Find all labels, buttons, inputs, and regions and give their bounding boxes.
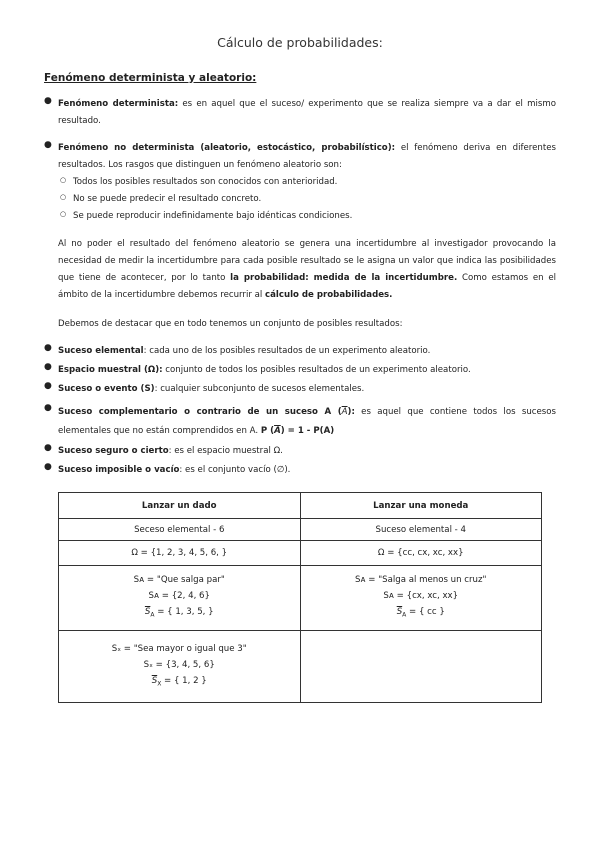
- cell-elemental-dado: Seceso elemental - 6: [59, 519, 301, 541]
- cell-empty: [300, 631, 542, 703]
- bullet-no-determinista: [58, 140, 556, 174]
- def-suceso-complementario: [58, 403, 556, 441]
- circle-bullet-icon: ○: [60, 193, 67, 201]
- complement-symbol: $\overline{S}$: [396, 607, 403, 618]
- circle-bullet-icon: ○: [60, 210, 67, 218]
- bullet-icon: ●: [44, 362, 52, 372]
- bullet-icon: ●: [44, 443, 52, 453]
- def-text: es aquel que contiene todos los sucesos elementales que no están comprendidos en A.: [58, 407, 556, 436]
- cell-suceso-mayor: [59, 631, 301, 703]
- bullet-icon: ●: [44, 403, 52, 413]
- def-term: Suceso imposible o vacío: [58, 465, 180, 475]
- cell-elemental-moneda: Suceso elemental - 4: [300, 519, 542, 541]
- def-text: conjunto de todos los posibles resultados de un experimento aleatorio.: [162, 365, 471, 375]
- sub-item: Se puede reproducir indefinidamente bajo idénticas condiciones.: [73, 211, 353, 221]
- cell-suceso-par: [59, 566, 301, 631]
- probability-table: [58, 492, 542, 703]
- cell-text: = { 1, 3, 5, }: [154, 607, 214, 618]
- def-text: : es el espacio muestral Ω.: [168, 446, 283, 456]
- para-text: Al no poder el resultado del fenómeno aleatorio se genera una incertidumbre al investigador provocando la necesidad de medir la incertidumbre para cada posible resultado se le asigna un valor que indica las posibilidades que tiene de acontecer, por lo tanto: [58, 239, 556, 283]
- cell-line: Sᴀ = "Que salga par": [133, 575, 225, 586]
- bullet-icon: ●: [44, 343, 52, 353]
- def-suceso-imposible: [58, 462, 556, 479]
- cell-text: = { cc }: [406, 607, 445, 618]
- cell-line: [59, 673, 300, 693]
- complement-symbol: $\overline{S}$: [144, 607, 151, 618]
- header-moneda: Lanzar una moneda: [300, 493, 542, 519]
- formula-symbol: $\overline{A}$: [274, 426, 281, 436]
- paragraph-resultados: Debemos de destacar que en todo tenemos un conjunto de posibles resultados:: [58, 319, 403, 329]
- sub-item: No se puede predecir el resultado concreto.: [73, 194, 262, 204]
- cell-espacio-dado: Ω = {1, 2, 3, 4, 5, 6, }: [59, 541, 301, 566]
- section-heading: Fenómeno determinista y aleatorio:: [44, 72, 257, 84]
- page-title: Cálculo de probabilidades:: [217, 35, 383, 50]
- cell-line: Sᴀ = "Salga al menos un cruz": [355, 575, 487, 586]
- bullet-icon: ●: [44, 96, 52, 106]
- cell-text: = { 1, 2 }: [161, 675, 207, 686]
- bullet-icon: ●: [44, 140, 52, 150]
- cell-line: [301, 604, 542, 624]
- bullet-determinista: [58, 96, 556, 130]
- bullet-term: Fenómeno determinista:: [58, 99, 179, 109]
- para-bold: cálculo de probabilidades.: [265, 290, 393, 300]
- para-bold: la probabilidad: medida de la incertidumbre.: [230, 273, 458, 283]
- formula-pre: P (: [260, 426, 275, 436]
- def-text: : cada uno de los posibles resultados de un experimento aleatorio.: [143, 346, 431, 356]
- formula-post: ) = 1 - P(A): [280, 426, 335, 436]
- bullet-text: es en aquel que el suceso/ experimento que se realiza siempre va a dar el mismo resultado.: [58, 99, 556, 126]
- bullet-icon: ●: [44, 462, 52, 472]
- def-term: Suceso elemental: [58, 346, 144, 356]
- def-term: Suceso o evento (S): [58, 384, 155, 394]
- header-dado: Lanzar un dado: [59, 493, 301, 519]
- sub-item: Todos los posibles resultados son conocidos con anterioridad.: [73, 177, 338, 187]
- bullet-icon: ●: [44, 381, 52, 391]
- def-term: Suceso complementario o contrario de un suceso A (: [58, 407, 342, 417]
- cell-line: Sᴀ = {cx, xc, xx}: [383, 591, 459, 602]
- complement-symbol: $\overline{S}$: [151, 675, 158, 686]
- cell-espacio-moneda: Ω = {cc, cx, xc, xx}: [300, 541, 542, 566]
- def-suceso-elemental: [58, 343, 556, 360]
- complement-symbol: $\overline{A}$: [341, 407, 348, 417]
- bullet-text: el fenómeno deriva en diferentes resultados. Los rasgos que distinguen un fenómeno aleatorio son:: [58, 143, 556, 170]
- bullet-term: Fenómeno no determinista (aleatorio, estocástico, probabilístico):: [58, 143, 396, 153]
- def-term: Suceso seguro o cierto: [58, 446, 169, 456]
- para-text: Como estamos en el ámbito de la incertidumbre debemos recurrir al: [58, 273, 556, 300]
- complement-subscript: A: [402, 611, 407, 619]
- cell-line: Sₓ = "Sea mayor o igual que 3": [111, 643, 247, 654]
- def-suceso-seguro: [58, 443, 556, 460]
- cell-line: Sₓ = {3, 4, 5, 6}: [143, 659, 215, 670]
- circle-bullet-icon: ○: [60, 176, 67, 184]
- cell-line: Sᴀ = {2, 4, 6}: [148, 591, 210, 602]
- def-term-end: ):: [347, 407, 355, 417]
- def-text: : cualquier subconjunto de sucesos elementales.: [154, 384, 365, 394]
- def-term: Espacio muestral (Ω):: [58, 365, 163, 375]
- paragraph-incertidumbre: [58, 236, 556, 304]
- complement-subscript: A: [150, 611, 155, 619]
- cell-suceso-cruz: [300, 566, 542, 631]
- complement-subscript: X: [157, 680, 162, 688]
- def-text: : es el conjunto vacío (∅).: [179, 465, 291, 475]
- def-suceso-evento: [58, 381, 556, 398]
- cell-line: [59, 604, 300, 624]
- def-espacio-muestral: [58, 362, 556, 379]
